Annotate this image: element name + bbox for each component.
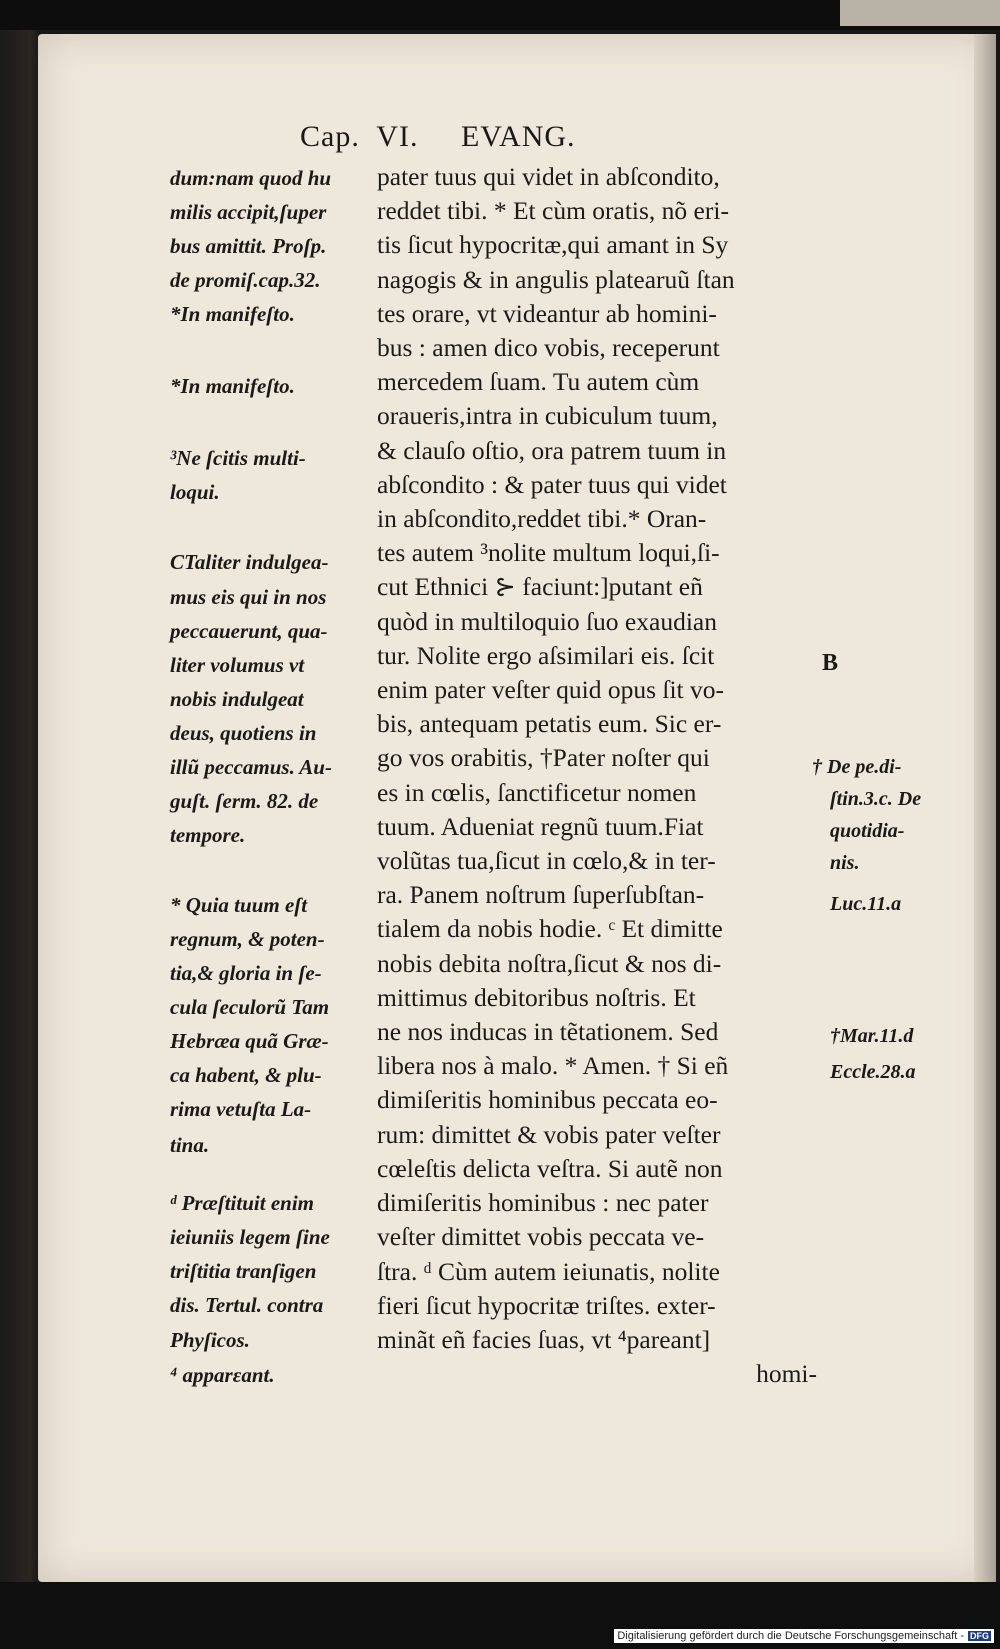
page-edge [974,34,996,1582]
left-margin-note: mus eis qui in nos [170,585,327,609]
adjacent-page-corner [840,0,1000,26]
left-margin-note: liter volumus vt [170,653,305,677]
text-line: cœleſtis delicta veſtra. Si autẽ non [377,1153,723,1183]
text-line: nagogis & in angulis platearuũ ſtan [377,264,735,294]
left-margin-note: dis. Tertul. contra [170,1293,324,1317]
section-letter: B [822,650,839,676]
text-line: enim pater veſter quid opus ſit vo- [377,675,725,705]
dfg-logo: DFG [970,1631,989,1641]
left-margin-note: guſt. ſerm. 82. de [170,789,319,813]
text-line: tes autem ³nolite multum loqui,ſi- [377,538,720,568]
credit-text: Digitalisierung gefördert durch die Deutsche Forschungsgemeinschaft - [617,1630,964,1642]
left-margin-note: bus amittit. Proſp. [170,234,327,258]
text-line: abſcondito : & pater tuus qui videt [377,469,727,499]
text-line: es in cœlis, ſanctificetur nomen [377,777,697,807]
text-line: dimiſeritis hominibus peccata eo- [377,1085,718,1115]
left-margin-note: ᵈ Præſtituit enim [170,1191,314,1215]
left-margin-note: ³Ne ſcitis multi- [170,446,306,470]
text-line: dimiſeritis hominibus : nec pater [377,1188,709,1218]
left-margin-note: illũ peccamus. Au- [170,755,332,779]
left-margin-note: Phyſicos. [170,1328,250,1352]
text-line: bus : amen dico vobis, receperunt [377,333,720,363]
left-margin-note: deus, quotiens in [170,721,317,745]
left-margin-note: Hebræa quã Græ- [170,1029,329,1053]
right-margin-note: † De pe.di- [812,756,902,778]
left-margin-note: milis accipit,ſuper [170,200,327,224]
text-line: ſtra. ᵈ Cùm autem ieiunatis, nolite [377,1256,720,1286]
text-line: reddet tibi. * Et cùm oratis, nõ eri- [377,196,729,226]
text-line: cut Ethnici ⊱ faciunt:]putant eñ [377,572,703,602]
catchword: homi- [756,1359,817,1389]
left-margin-note: de promiſ.cap.32. [170,268,321,292]
left-margin-note: * Quia tuum eſt [170,893,308,917]
text-line: volũtas tua,ſicut in cœlo,& in ter- [377,846,716,876]
left-margin-note: tina. [170,1133,210,1157]
text-line: rum: dimittet & vobis pater veſter [377,1119,721,1149]
digitization-credit [614,1629,994,1643]
left-margin-note: ⁴ apparεant. [170,1363,275,1387]
left-margin-note: nobis indulgeat [170,687,304,711]
left-margin-note: ca habent, & plu- [170,1063,322,1087]
right-margin-note: ſtin.3.c. De [830,788,922,810]
text-line: ra. Panem noſtrum ſuperſubſtan- [377,880,705,910]
text-line: ne nos inducas in tẽtationem. Sed [377,1017,719,1047]
left-margin-note: dum:nam quod hu [170,166,332,190]
text-line: tes orare, vt videantur ab homini- [377,298,717,328]
text-line: mercedem ſuam. Tu autem cùm [377,367,700,397]
text-line: go vos orabitis, †Pater noſter qui [377,743,710,773]
left-margin-note: *In manifeſto. [170,302,295,326]
right-margin-note: quotidia- [830,820,905,842]
text-line: in abſcondito,reddet tibi.* Oran- [377,504,707,534]
text-line: tis ſicut hypocritæ,qui amant in Sy [377,230,729,260]
right-margin-note: nis. [830,852,860,874]
right-margin-note: †Mar.11.d [830,1025,914,1047]
main-text-column [377,160,817,1391]
text-line: libera nos à malo. * Amen. † Si eñ [377,1051,729,1081]
text-line: quòd in multiloquio ſuo exaudian [377,606,717,636]
text-line: fieri ſicut hypocritæ triſtes. exter- [377,1290,716,1320]
left-margin-note: triſtitia tranſigen [170,1259,317,1283]
left-margin-note: peccauerunt, qua- [170,619,328,643]
text-line: & clauſo oſtio, ora patrem tuum in [377,435,727,465]
right-margin-note: Luc.11.a [830,893,902,915]
left-margin-note: tia,& gloria in ſe- [170,961,322,985]
running-header: Cap. VI. EVANG. [300,120,576,153]
text-line: nobis debita noſtra,ſicut & nos di- [377,948,722,978]
text-line: tialem da nobis hodie. ᶜ Et dimitte [377,914,723,944]
left-margin-note: regnum, & poten- [170,927,325,951]
text-line: tuum. Adueniat regnũ tuum.Fiat [377,811,704,841]
text-line: pater tuus qui videt in abſcondito, [377,162,720,191]
left-margin-note: cula ſeculorũ Tam [170,995,330,1019]
left-margin-note: tempore. [170,823,246,847]
left-margin-note: loqui. [170,480,220,504]
left-margin-note: *In manifeſto. [170,374,295,398]
text-line: mittimus debitoribus noſtris. Et [377,982,696,1012]
right-margin-note: Eccle.28.a [830,1061,916,1083]
text-line: veſter dimittet vobis peccata ve- [377,1222,705,1252]
text-line: oraueris,intra in cubiculum tuum, [377,401,718,431]
text-line: tur. Nolite ergo aſsimilari eis. ſcit [377,640,715,670]
text-line: bis, antequam petatis eum. Sic er- [377,709,722,739]
left-margin-note: rima vetuſta La- [170,1097,312,1121]
left-margin-note: CTaliter indulgea- [170,550,329,574]
text-line: minãt eñ facies ſuas, vt ⁴pareant] [377,1324,711,1354]
left-margin-note: ieiuniis legem ſine [170,1225,330,1249]
